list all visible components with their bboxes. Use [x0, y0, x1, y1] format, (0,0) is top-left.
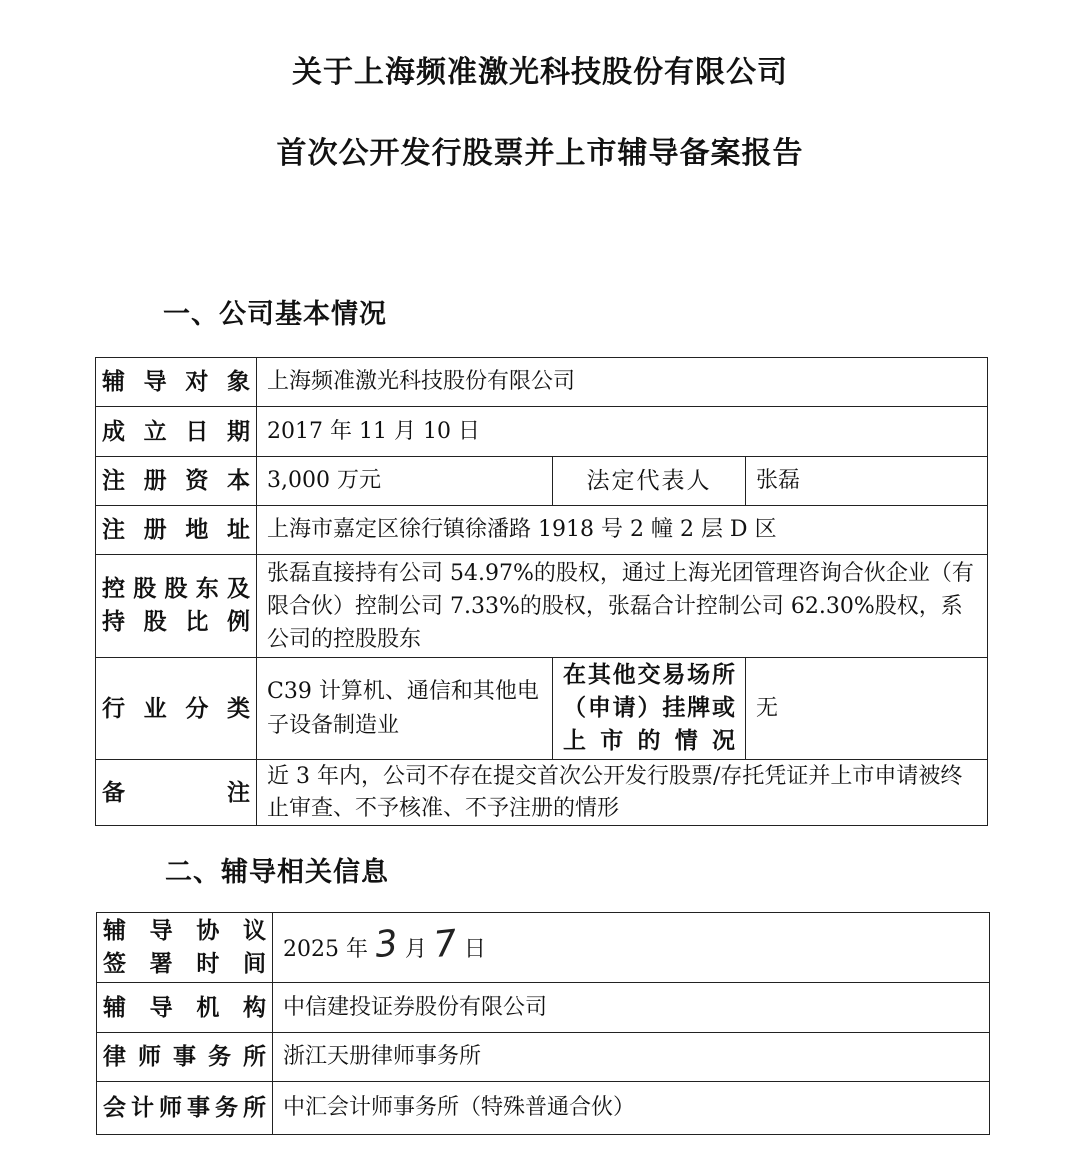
- row-law-firm: [97, 1033, 990, 1082]
- sign-month-unit: 月: [404, 937, 427, 962]
- target-label: 辅导对象: [96, 358, 257, 407]
- legal-rep-value: 张磊: [746, 457, 988, 506]
- company-info-table: [95, 357, 988, 826]
- remark-label-char2: 注: [227, 779, 250, 806]
- law-firm-label: 律师事务所: [97, 1033, 273, 1082]
- sign-day-unit: 日: [463, 937, 486, 962]
- section2-heading: 二、辅导相关信息: [165, 857, 389, 888]
- controller-value: 张磊直接持有公司 54.97%的股权，通过上海光团管理咨询合伙企业（有限合伙）控制公司 7.33%的股权，张磊合计控制公司 62.30%股权，系公司的控股股东: [257, 555, 988, 658]
- sign-label-line2: 签署时间: [103, 950, 266, 977]
- sign-date-label: [97, 913, 273, 983]
- row-agency: [97, 983, 990, 1033]
- target-value: 上海频准激光科技股份有限公司: [257, 358, 988, 407]
- sign-year: 2025 年: [283, 937, 368, 962]
- sign-label-line1: 辅导协议: [103, 917, 266, 944]
- capital-value: 3,000 万元: [257, 457, 553, 506]
- remark-label: [96, 760, 257, 826]
- controller-label-line1: 控股股东及: [102, 576, 250, 602]
- address-value: 上海市嘉定区徐行镇徐潘路 1918 号 2 幢 2 层 D 区: [257, 506, 988, 555]
- row-industry: [96, 658, 988, 760]
- agency-label: 辅导机构: [97, 983, 273, 1033]
- handwritten-month: 3: [372, 922, 400, 967]
- row-address: [96, 506, 988, 555]
- remark-value: 近 3 年内，公司不存在提交首次公开发行股票/存托凭证并上市申请被终止审查、不予核准、不予注册的情形: [257, 760, 988, 826]
- remark-label-char1: 备: [102, 779, 125, 806]
- row-capital: [96, 457, 988, 506]
- row-accounting-firm: [97, 1082, 990, 1135]
- section1-heading: 一、公司基本情况: [163, 299, 387, 330]
- row-founded: [96, 407, 988, 457]
- accounting-firm-label: 会计师事务所: [97, 1082, 273, 1135]
- document-title-line2: 首次公开发行股票并上市辅导备案报告: [276, 136, 804, 171]
- industry-value: C39 计算机、通信和其他电子设备制造业: [257, 658, 553, 760]
- industry-label: 行业分类: [96, 658, 257, 760]
- controller-label: [96, 555, 257, 658]
- row-controller: [96, 555, 988, 658]
- row-remark: [96, 760, 988, 826]
- other-listing-label: 在其他交易场所（申请）挂牌或上市的情况: [553, 658, 746, 760]
- capital-label: 注册资本: [96, 457, 257, 506]
- row-target: [96, 358, 988, 407]
- address-label: 注册地址: [96, 506, 257, 555]
- legal-rep-label: 法定代表人: [553, 457, 746, 506]
- row-sign-date: [97, 913, 990, 983]
- sign-date-value: [273, 913, 990, 983]
- tutoring-info-table: [96, 912, 990, 1135]
- controller-label-line2: 持股比例: [102, 609, 250, 635]
- founded-value: 2017 年 11 月 10 日: [257, 407, 988, 457]
- law-firm-value: 浙江天册律师事务所: [273, 1033, 990, 1082]
- other-listing-value: 无: [746, 658, 988, 760]
- accounting-firm-value: 中汇会计师事务所（特殊普通合伙）: [273, 1082, 990, 1135]
- document-title-line1: 关于上海频准激光科技股份有限公司: [292, 55, 788, 90]
- agency-value: 中信建投证券股份有限公司: [273, 983, 990, 1033]
- founded-label: 成立日期: [96, 407, 257, 457]
- handwritten-day: 7: [431, 922, 459, 967]
